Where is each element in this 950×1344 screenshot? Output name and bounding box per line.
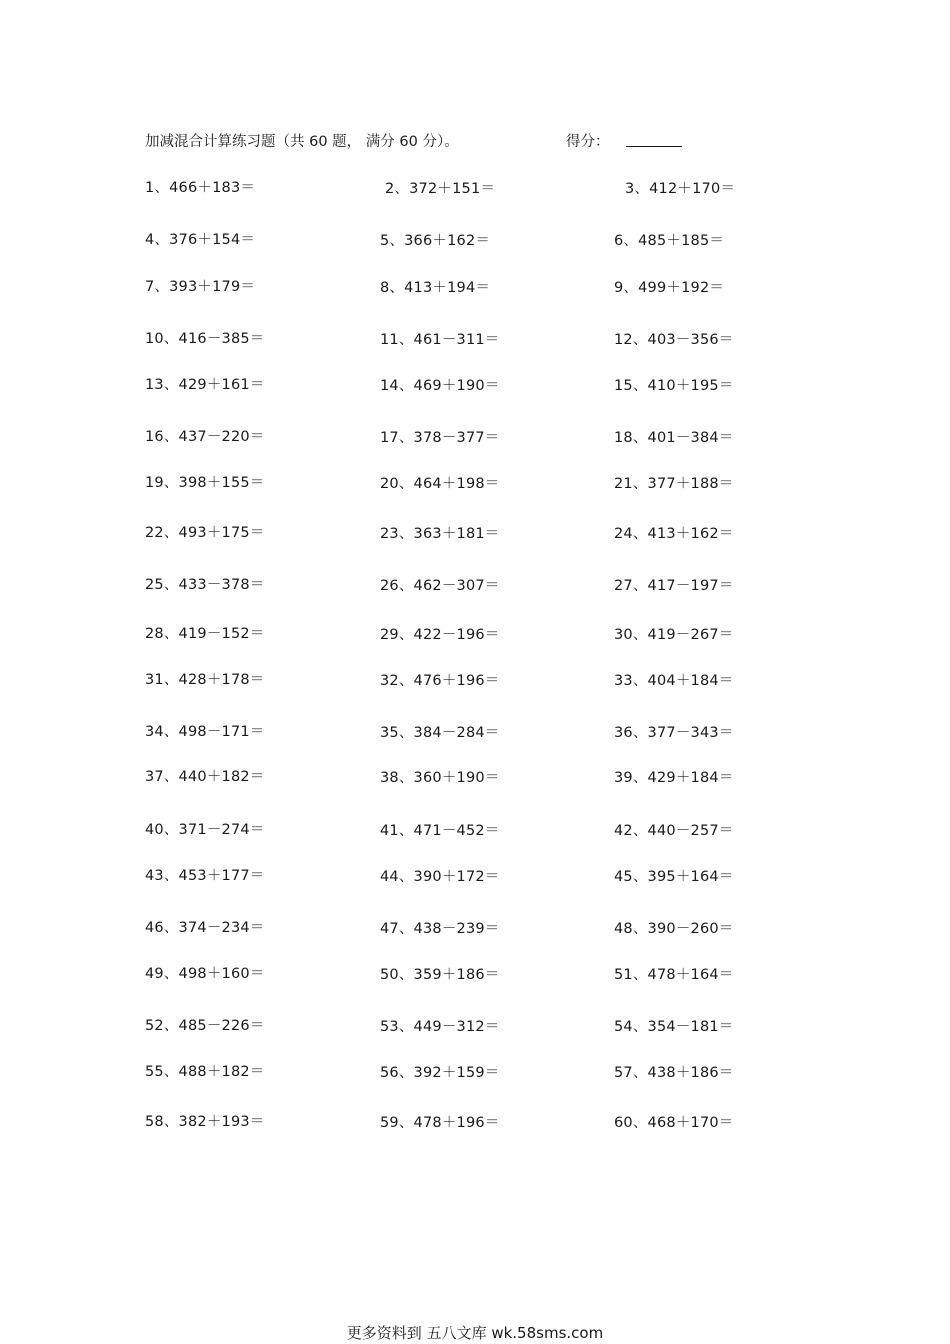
problem-item: 42、440－257＝ <box>614 823 734 839</box>
problem-item: 33、404＋184＝ <box>614 673 734 689</box>
problem-item: 23、363＋181＝ <box>380 526 500 542</box>
problem-item: 25、433－378＝ <box>145 577 265 593</box>
score-label: 得分： <box>566 134 610 150</box>
problem-item: 45、395＋164＝ <box>614 869 734 885</box>
problem-item: 53、449－312＝ <box>380 1019 500 1035</box>
problem-item: 20、464＋198＝ <box>380 476 500 492</box>
problem-item: 54、354－181＝ <box>614 1019 734 1035</box>
problem-item: 35、384－284＝ <box>380 725 500 741</box>
problem-item: 51、478＋164＝ <box>614 967 734 983</box>
problem-item: 10、416－385＝ <box>145 331 265 347</box>
problem-item: 46、374－234＝ <box>145 920 265 936</box>
problem-item: 9、499＋192＝ <box>614 280 725 296</box>
worksheet-title: 加减混合计算练习题（共 60 题， 满分 60 分）。 <box>145 134 459 150</box>
problem-item: 56、392＋159＝ <box>380 1065 500 1081</box>
problem-item: 21、377＋188＝ <box>614 476 734 492</box>
worksheet-header <box>145 130 845 150</box>
problem-item: 52、485－226＝ <box>145 1018 265 1034</box>
problem-item: 2、372＋151＝ <box>385 181 496 197</box>
problem-item: 47、438－239＝ <box>380 921 500 937</box>
problem-item: 36、377－343＝ <box>614 725 734 741</box>
problem-item: 38、360＋190＝ <box>380 770 500 786</box>
problem-item: 30、419－267＝ <box>614 627 734 643</box>
problem-item: 12、403－356＝ <box>614 332 734 348</box>
problem-item: 15、410＋195＝ <box>614 378 734 394</box>
footer-watermark: 更多资料到 五八文库 wk.58sms.com <box>346 1324 604 1342</box>
problem-item: 50、359＋186＝ <box>380 967 500 983</box>
problem-item: 32、476＋196＝ <box>380 673 500 689</box>
problem-item: 58、382＋193＝ <box>145 1114 265 1130</box>
problem-item: 5、366＋162＝ <box>380 233 491 249</box>
problem-item: 16、437－220＝ <box>145 429 265 445</box>
problem-item: 31、428＋178＝ <box>145 672 265 688</box>
problem-item: 14、469＋190＝ <box>380 378 500 394</box>
problem-item: 41、471－452＝ <box>380 823 500 839</box>
problem-item: 60、468＋170＝ <box>614 1115 734 1131</box>
problem-item: 34、498－171＝ <box>145 724 265 740</box>
problem-item: 13、429＋161＝ <box>145 377 265 393</box>
problem-item: 43、453＋177＝ <box>145 868 265 884</box>
problem-item: 49、498＋160＝ <box>145 966 265 982</box>
problem-item: 1、466＋183＝ <box>145 180 256 196</box>
problem-item: 8、413＋194＝ <box>380 280 491 296</box>
problem-item: 3、412＋170＝ <box>625 181 736 197</box>
problem-item: 39、429＋184＝ <box>614 770 734 786</box>
problem-item: 7、393＋179＝ <box>145 279 256 295</box>
problem-item: 48、390－260＝ <box>614 921 734 937</box>
problem-item: 28、419－152＝ <box>145 626 265 642</box>
problem-item: 59、478＋196＝ <box>380 1115 500 1131</box>
problem-item: 55、488＋182＝ <box>145 1064 265 1080</box>
problem-item: 18、401－384＝ <box>614 430 734 446</box>
problem-item: 57、438＋186＝ <box>614 1065 734 1081</box>
problem-item: 44、390＋172＝ <box>380 869 500 885</box>
problem-item: 26、462－307＝ <box>380 578 500 594</box>
problem-item: 40、371－274＝ <box>145 822 265 838</box>
problem-item: 37、440＋182＝ <box>145 769 265 785</box>
problem-item: 29、422－196＝ <box>380 627 500 643</box>
problem-item: 4、376＋154＝ <box>145 232 256 248</box>
problem-item: 22、493＋175＝ <box>145 525 265 541</box>
problem-item: 27、417－197＝ <box>614 578 734 594</box>
problem-item: 24、413＋162＝ <box>614 526 734 542</box>
problem-item: 11、461－311＝ <box>380 332 500 348</box>
problem-item: 19、398＋155＝ <box>145 475 265 491</box>
score-blank-line <box>626 130 682 147</box>
problem-item: 6、485＋185＝ <box>614 233 725 249</box>
problem-item: 17、378－377＝ <box>380 430 500 446</box>
